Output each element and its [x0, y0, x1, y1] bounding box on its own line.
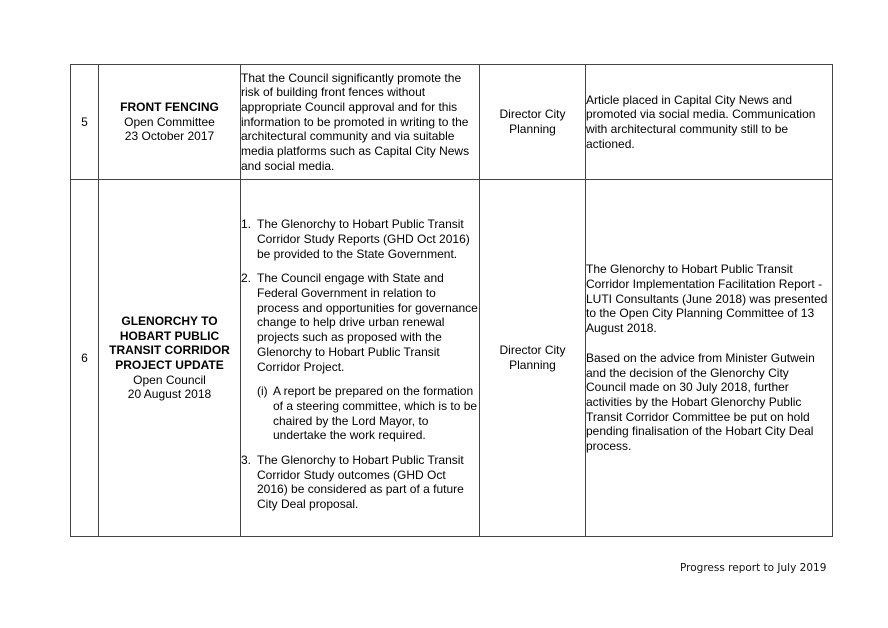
row-number: 6: [71, 180, 99, 537]
item-title: FRONT FENCING: [120, 99, 219, 114]
resolution-cell: [241, 180, 480, 537]
resolution-item-text: The Glenorchy to Hobart Public Transit Corridor Study Reports (GHD Oct 2016) be provided to the State Government.: [257, 217, 470, 261]
page-footer: Progress report to July 2019: [680, 562, 827, 574]
row-number: 5: [71, 65, 99, 180]
item-meeting: Open Committee: [124, 114, 215, 129]
table-row: [71, 65, 833, 180]
resolution-subitem-number: (i): [257, 384, 268, 399]
table-row: [71, 180, 833, 537]
resolution-item: [241, 271, 479, 443]
resolution-subitem-text: A report be prepared on the formation of a steering committee, which is to be chaired by the Lord Mayor, to undertake the work required.: [273, 384, 478, 443]
progress-table: [70, 64, 833, 537]
resolution-item-number: 1.: [241, 217, 252, 232]
resolution-item: [241, 217, 479, 261]
progress-text: Article placed in Capital City News and promoted via social media. Communication with architectural community still to be actioned.: [586, 65, 833, 180]
item-cell: [99, 180, 241, 537]
resolution-text: That the Council significantly promote the risk of building front fences without appropriate Council approval and for this information to be promoted in writing to the architectural community and via suitable media platforms such as Capital City News and social media.: [241, 65, 480, 180]
item-meeting: Open Council: [133, 372, 206, 387]
responsible-officer: Director City Planning: [480, 65, 586, 180]
item-cell: [99, 65, 241, 180]
item-date: 20 August 2018: [127, 387, 212, 402]
resolution-item-number: 3.: [241, 453, 252, 468]
item-date: 23 October 2017: [124, 129, 215, 144]
progress-paragraph: Based on the advice from Minister Gutwein and the decision of the Glenorchy City Council made on 30 July 2018, further activities by the Hobart Glenorchy Public Transit Corridor Committee be put on hold pending finalisation of the Hobart City Deal process.: [586, 350, 815, 454]
resolution-subitem: [257, 384, 479, 443]
resolution-item: [241, 453, 479, 512]
resolution-item-text: The Glenorchy to Hobart Public Transit Corridor Study outcomes (GHD Oct 2016) be considered as part of a future City Deal proposal.: [257, 453, 464, 512]
resolution-item-number: 2.: [241, 271, 252, 286]
item-title: GLENORCHY TO HOBART PUBLIC TRANSIT CORRIDOR PROJECT UPDATE: [109, 313, 230, 372]
resolution-item-body: [257, 271, 479, 443]
resolution-list: [241, 217, 479, 512]
progress-cell: [586, 180, 833, 537]
responsible-officer: Director City Planning: [480, 180, 586, 537]
resolution-item-text: The Council engage with State and Federal Government in relation to process and opportunities for governance change to help drive urban renewal projects such as proposed with the Glenorchy to Hobart Public Transit Corridor Project.: [257, 271, 478, 374]
progress-paragraph: The Glenorchy to Hobart Public Transit Corridor Implementation Facilitation Report - LUTI Consultants (June 2018) was presented to the Open City Planning Committee of 13 August 2018.: [586, 262, 828, 336]
